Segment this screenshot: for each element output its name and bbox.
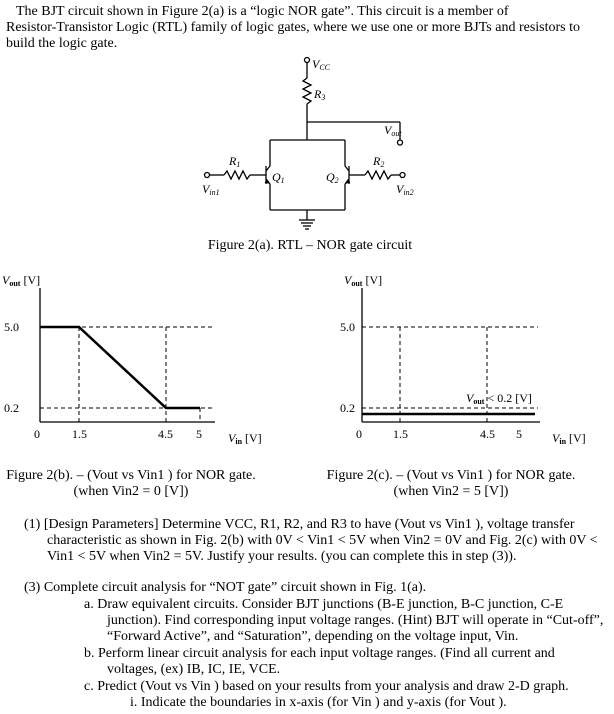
question3-c-line-1: c. Predict (Vout vs Vin ) based on your results from your analysis and draw 2-D graph.	[84, 679, 569, 694]
chart-2c-xlabel: Vin [V]	[552, 431, 586, 446]
vin2-label: Vin2	[396, 182, 414, 197]
chart-2b-ytick-02: 0.2	[4, 401, 19, 415]
chart-2c-annotation: Vout < 0.2 [V]	[466, 391, 532, 406]
question3-a-line-1: a. Draw equivalent circuits. Consider BJT junctions (B-E junction, B-C junction, C-E	[84, 597, 564, 612]
chart-2b-ylabel: Vout [V]	[2, 273, 41, 288]
question3-a-line-2: junction). Find corresponding input voltage ranges. (Hint) BJT will operate in “Cut-off”,	[107, 613, 604, 628]
q1-label: Q1	[272, 170, 285, 185]
rtl-nor-circuit	[190, 54, 430, 234]
chart-2c-ytick-02: 0.2	[340, 401, 355, 415]
vin1-label: Vin1	[202, 182, 220, 197]
chart-2c-xtick-15: 1.5	[393, 427, 408, 441]
q2-emitter-arrow	[345, 180, 351, 185]
r3-resistor	[303, 78, 311, 104]
chart-2b-xtick-45: 4.5	[158, 427, 173, 441]
chart-2b-ytick-5: 5.0	[4, 320, 19, 334]
chart-2c-xtick-5: 5	[516, 427, 522, 441]
chart-2c-xtick-45: 4.5	[480, 427, 495, 441]
chart-2b	[0, 270, 290, 450]
question1-line-1: (1) [Design Parameters] Determine VCC, R1, R2, and R3 to have (Vout vs Vin1 ), voltage transfer	[24, 517, 575, 532]
chart-2b-curve	[40, 327, 200, 408]
question1-line-2: characteristic as shown in Fig. 2(b) with 0V < Vin1 < 5V when Vin2 = 0V and Fig. 2(c) with 0V <	[47, 533, 598, 548]
figure-2b-caption-1: Figure 2(b). – (Vout vs Vin1 ) for NOR gate.	[6, 468, 256, 483]
r3-label: R3	[314, 87, 326, 102]
chart-2c-ylabel: Vout [V]	[344, 273, 383, 288]
r1-label: R1	[229, 154, 241, 169]
question3-i-line-1: i. Indicate the boundaries in x-axis (for Vin ) and y-axis (for Vout ).	[130, 695, 507, 710]
chart-2c	[320, 270, 614, 450]
question1-line-3: Vin1 < 5V when Vin2 = 5V. Justify your results. (you can complete this in step (3)).	[47, 549, 517, 564]
vin2-terminal	[400, 173, 405, 178]
vout-terminal	[398, 140, 403, 145]
figure-2b-caption-2: (when Vin2 = 0 [V])	[73, 484, 189, 499]
figure-2c-caption-1: Figure 2(c). – (Vout vs Vin1 ) for NOR gate.	[326, 468, 576, 483]
r2-resistor	[365, 171, 391, 179]
intro-line-2: Resistor-Transistor Logic (RTL) family of logic gates, where we use one or more BJTs and resistors to	[6, 20, 580, 35]
vcc-label: VCC	[312, 57, 331, 72]
figure-2c-caption-2: (when Vin2 = 5 [V])	[393, 484, 509, 499]
figure-2a-caption: Figure 2(a). RTL – NOR gate circuit	[207, 238, 413, 253]
chart-2c-xtick-0: 0	[356, 427, 362, 441]
r1-resistor	[224, 171, 250, 179]
intro-line-3: build the logic gate.	[6, 36, 118, 51]
chart-2b-xlabel: Vin [V]	[228, 431, 262, 446]
question3-b-line-2: voltages, (ex) IB, IC, IE, VCE.	[107, 662, 281, 677]
q1-emitter-arrow	[265, 180, 271, 185]
vin1-terminal	[205, 173, 210, 178]
question3-line-1: (3) Complete circuit analysis for “NOT gate” circuit shown in Fig. 1(a).	[24, 580, 427, 595]
question3-a-line-3: “Forward Active”, and “Saturation”, depending on the voltage input, Vin.	[107, 629, 519, 644]
chart-2c-ytick-5: 5.0	[340, 320, 355, 334]
q2-label: Q2	[326, 170, 339, 185]
vout-label: Vout	[384, 123, 402, 138]
intro-line-1: The BJT circuit shown in Figure 2(a) is a “logic NOR gate”. This circuit is a member of	[16, 4, 509, 19]
chart-2b-xtick-5: 5	[196, 427, 202, 441]
question3-b-line-1: b. Perform linear circuit analysis for each input voltage ranges. (Find all current and	[84, 646, 555, 661]
vcc-terminal	[305, 58, 310, 63]
chart-2b-xtick-15: 1.5	[72, 427, 87, 441]
r2-label: R2	[373, 154, 385, 169]
chart-2b-xtick-0: 0	[34, 427, 40, 441]
